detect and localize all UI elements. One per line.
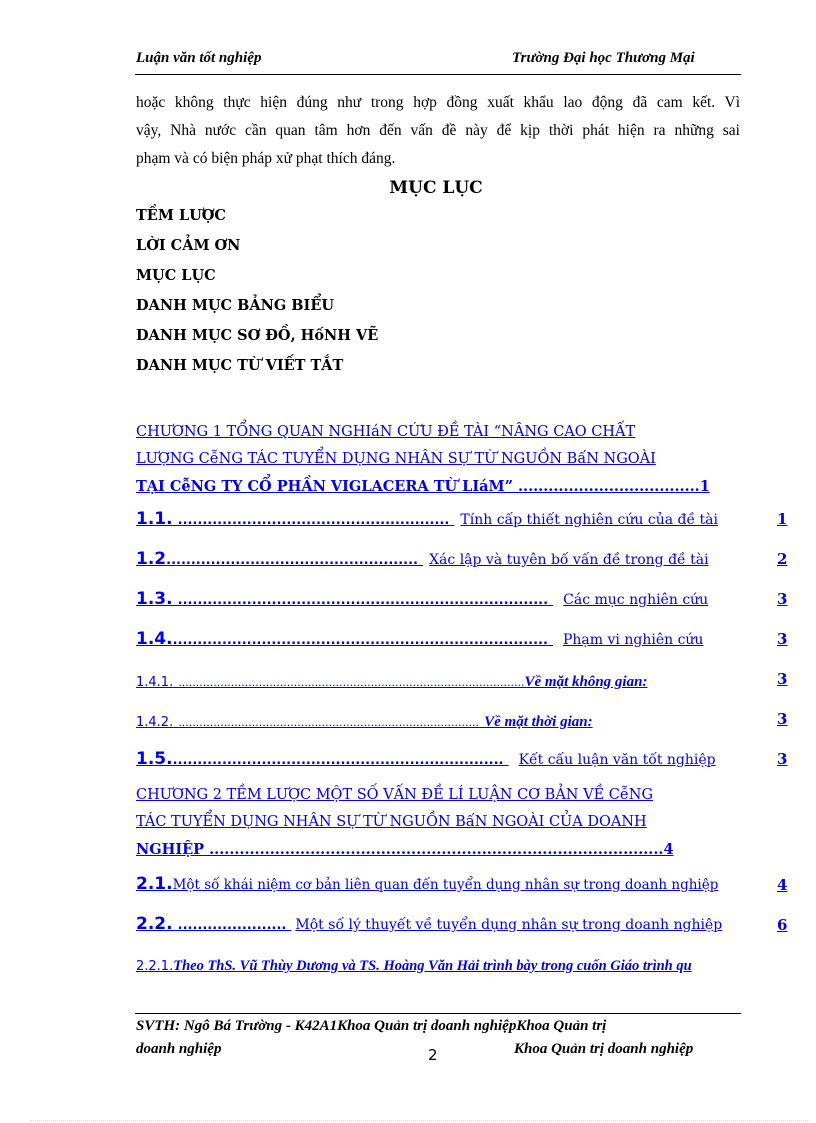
intro-line: vậy, Nhà nước cần quan tâm hơn đến vấn đề này để kịp thời phát hiện ra những sai <box>136 122 740 139</box>
toc-entry-1-1[interactable] <box>136 509 718 529</box>
chapter-1-line <box>136 473 710 501</box>
entry-title: Xác lập và tuyên bố vấn đề trong đề tài <box>429 552 709 568</box>
toc-entry-2-2-1[interactable] <box>136 955 816 975</box>
chapter-2-line <box>136 836 674 864</box>
entry-title: Về mặt thời gian: <box>484 714 593 730</box>
chapter-2-line: CHƯƠNG 2 TỀM LƯỢC MỘT SỐ VẤN ĐỀ LÍ LUẬN CƠ BẢN VỀ CễNG <box>136 787 654 803</box>
chapter-2-line: TÁC TUYỂN DỤNG NHÂN SỰ TỪ NGUỒN BấN NGOÀI CỦA DOANH <box>136 814 647 830</box>
toc-entry-1-3[interactable] <box>136 589 708 609</box>
toc-chapter-2-link[interactable] <box>136 782 674 864</box>
entry-page[interactable]: 3 <box>777 630 788 648</box>
entry-number: 1.3. <box>136 589 173 609</box>
entry-title: Kết cấu luận văn tốt nghiệp <box>518 752 716 768</box>
intro-line: hoặc không thực hiện đúng như trong hợp đồng xuất khẩu lao động đã cam kết. Vì <box>136 94 740 111</box>
toc-entry-1-4-2[interactable] <box>136 711 593 731</box>
entry-page[interactable]: 3 <box>777 710 788 728</box>
footer-line-2-left: doanh nghiệp <box>136 1041 222 1057</box>
intro-line: phạm và có biện pháp xử phạt thích đáng. <box>136 150 396 167</box>
toc-entry-2-1[interactable] <box>136 874 718 894</box>
chapter-1-line: CHƯƠNG 1 TỔNG QUAN NGHIáN CỨU ĐỀ TÀI “NÂNG CAO CHẤT <box>136 424 636 440</box>
header-rule <box>135 74 741 75</box>
chapter-2-line-text: NGHIỆP ..........................................................................................4 <box>136 841 674 858</box>
entry-page[interactable]: 6 <box>777 916 788 934</box>
chapter-1-line-text: TẠI CễNG TY CỔ PHẦN VIGLACERA TỪ LIáM” ....................................1 <box>136 478 710 495</box>
front-item-abbreviations: DANH MỤC TỪ VIẾT TẮT <box>136 357 344 374</box>
page-bottom-divider <box>30 1120 810 1121</box>
header-right: Trường Đại học Thương Mại <box>512 50 695 66</box>
intro-paragraph <box>136 89 740 173</box>
toc-entry-1-2[interactable] <box>136 549 709 569</box>
entry-title: Các mục nghiên cứu <box>563 592 709 608</box>
entry-title: Một số lý thuyết về tuyển dụng nhân sự trong doanh nghiệp <box>295 917 723 933</box>
entry-page[interactable]: 4 <box>777 876 788 894</box>
entry-leader: ...................... <box>177 918 287 933</box>
entry-number: 1.4.1. <box>136 675 174 690</box>
entry-number: 1.5. <box>136 749 173 769</box>
entry-number: 1.4.2. <box>136 715 174 730</box>
entry-leader: ................................................................................................... <box>178 676 525 689</box>
entry-page[interactable]: 2 <box>777 550 788 568</box>
front-item-figures: DANH MỤC SƠ ĐỒ, HốNH VẼ <box>136 327 379 344</box>
toc-chapter-1-link[interactable] <box>136 419 710 501</box>
entry-leader: ............................................................................ <box>172 633 548 648</box>
page-number: 2 <box>428 1046 438 1064</box>
entry-page[interactable]: 3 <box>777 750 788 768</box>
chapter-1-line: LƯỢNG CễNG TÁC TUYỂN DỤNG NHÂN SỰ TỪ NGUỒN BấN NGOÀI <box>136 451 656 467</box>
entry-leader: ................................................... <box>166 553 418 568</box>
footer-rule <box>135 1013 741 1014</box>
entry-title: Về mặt không gian: <box>524 674 648 690</box>
entry-title: Phạm vi nghiên cứu <box>563 632 704 648</box>
entry-page[interactable]: 3 <box>777 590 788 608</box>
entry-number: 1.2 <box>136 549 167 569</box>
entry-leader: ................................................................... <box>172 753 504 768</box>
entry-number: 2.1. <box>136 874 173 894</box>
entry-title: Tính cấp thiết nghiên cứu của đề tài <box>460 512 719 528</box>
entry-number: 1.4. <box>136 629 173 649</box>
toc-entry-1-4[interactable] <box>136 629 703 649</box>
entry-title: Một số khái niệm cơ bản liên quan đến tuyển dụng nhân sự trong doanh nghiệp <box>172 877 719 893</box>
front-item-toc: MỤC LỤC <box>136 267 216 284</box>
entry-number: 2.2. <box>136 914 173 934</box>
toc-entry-1-4-1[interactable] <box>136 671 647 691</box>
entry-leader: ........................................................................... <box>177 593 549 608</box>
front-item-thanks: LỜI CẢM ƠN <box>136 237 241 254</box>
footer-line-1: SVTH: Ngô Bá Trường - K42A1Khoa Quản trị doanh nghiệpKhoa Quản trị <box>136 1018 607 1034</box>
front-item-summary: TỀM LƯỢC <box>136 207 226 224</box>
front-item-tables: DANH MỤC BẢNG BIỂU <box>136 297 335 314</box>
toc-entry-1-5[interactable] <box>136 749 716 769</box>
entry-number: 1.1. <box>136 509 173 529</box>
entry-number: 2.2.1. <box>136 959 174 974</box>
footer-line-2-right: Khoa Quản trị doanh nghiệp <box>514 1041 694 1057</box>
entry-page[interactable]: 3 <box>777 670 788 688</box>
entry-leader: ...................................................................................... <box>178 716 480 729</box>
entry-title: Theo ThS. Vũ Thùy Dương và TS. Hoàng Văn Hải trình bày trong cuốn Giáo trình qu <box>173 958 692 974</box>
header-left: Luận văn tốt nghiệp <box>136 50 262 66</box>
entry-page[interactable]: 1 <box>777 510 788 528</box>
toc-title: MỤC LỤC <box>389 178 483 198</box>
entry-leader: ....................................................... <box>177 513 450 528</box>
toc-entry-2-2[interactable] <box>136 914 722 934</box>
